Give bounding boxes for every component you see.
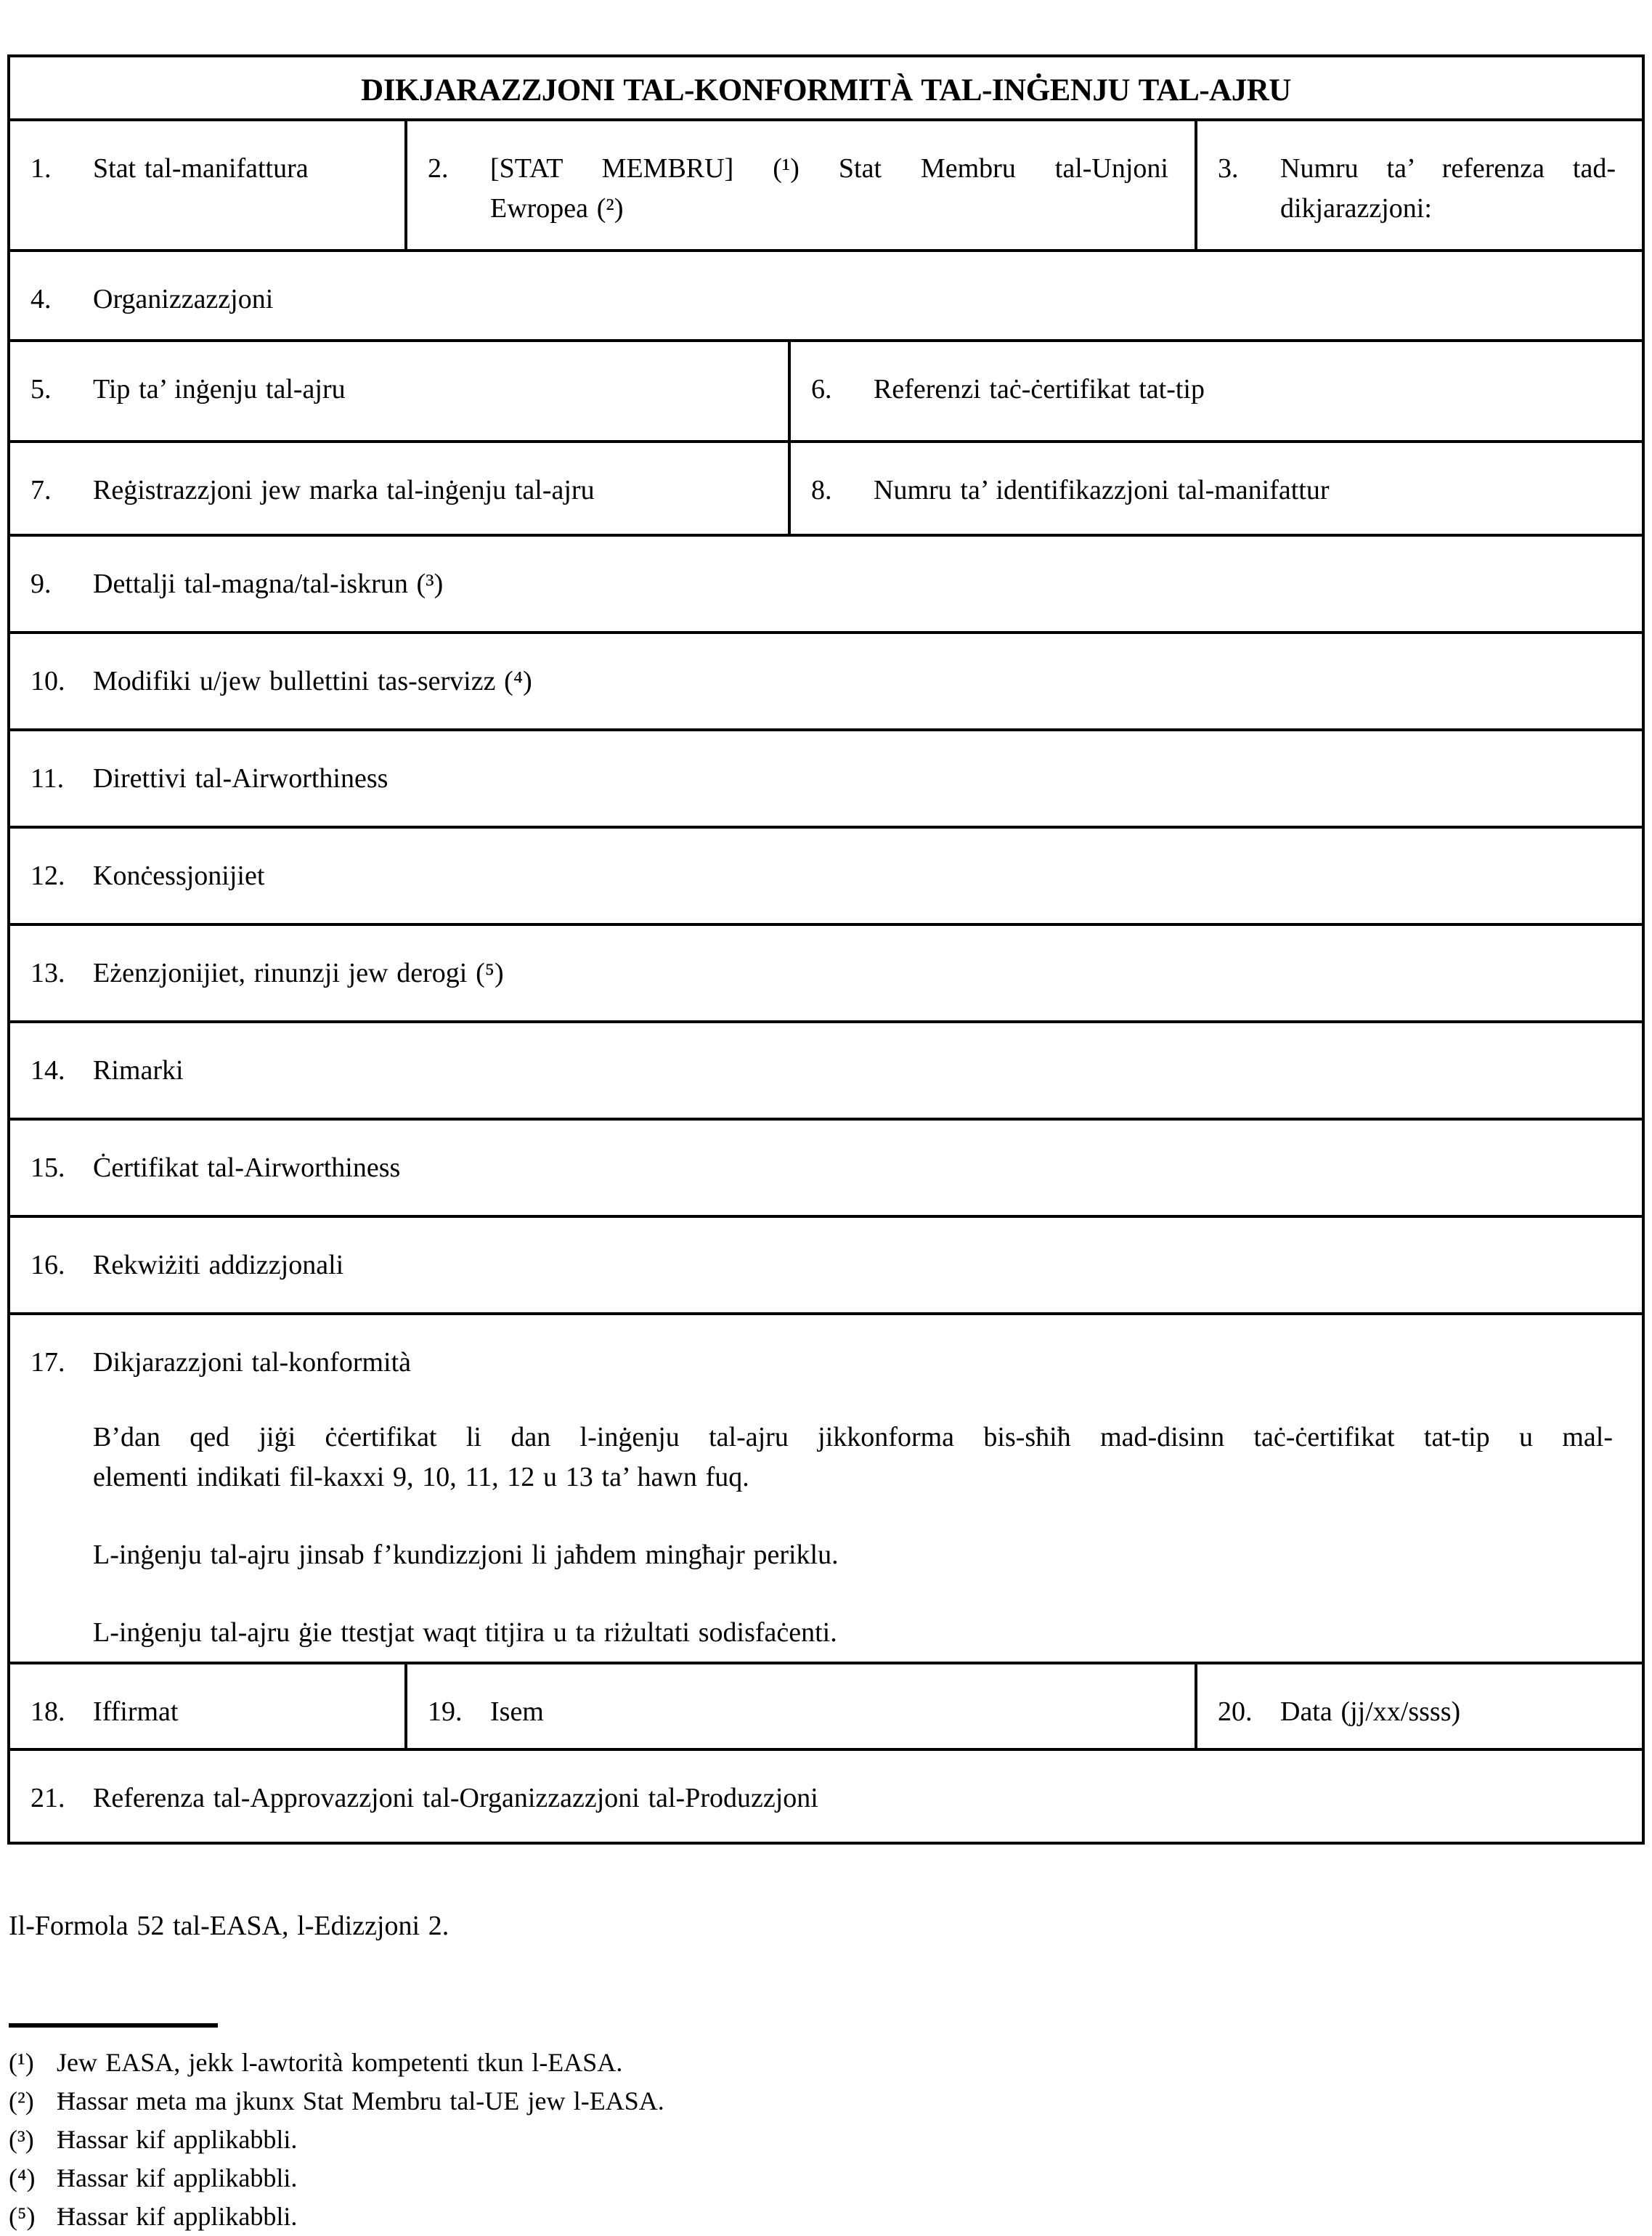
box-2-line-2: Ewropea (²) bbox=[490, 193, 624, 224]
box-20-date bbox=[1195, 1664, 1642, 1748]
box-4-organisation bbox=[10, 252, 1642, 339]
box-number: 13. bbox=[30, 958, 65, 988]
box-2-member-state bbox=[404, 121, 1195, 249]
box-21-production-organisation-approval-reference bbox=[10, 1751, 1642, 1842]
box-label: Organizzazzjoni bbox=[93, 284, 274, 314]
footnote-marker: (³) bbox=[9, 2124, 34, 2154]
row-box-15 bbox=[10, 1118, 1642, 1215]
box-number: 1. bbox=[30, 153, 52, 184]
footnote-1 bbox=[9, 2044, 1645, 2082]
box-label: Ċertifikat tal-Airworthiness bbox=[93, 1152, 401, 1183]
box-2-line-1: [STAT MEMBRU] (¹) Stat Membru tal-Unjoni bbox=[490, 153, 1168, 184]
box-number: 6. bbox=[811, 374, 832, 404]
row-box-4 bbox=[10, 249, 1642, 339]
box-5-aircraft-type bbox=[10, 342, 788, 440]
title-row bbox=[10, 57, 1642, 118]
box-label: Data (jj/xx/ssss) bbox=[1280, 1696, 1461, 1728]
box-8-manufacturer-id-number bbox=[788, 443, 1642, 534]
box-number: 4. bbox=[30, 284, 52, 314]
box-label: Referenza tal-Approvazzjoni tal-Organizzazzjoni tal-Produzzjoni bbox=[93, 1783, 818, 1814]
box-19-name bbox=[404, 1664, 1195, 1748]
row-box-17 bbox=[10, 1312, 1642, 1662]
box-number: 19. bbox=[428, 1696, 463, 1728]
box-label: Direttivi tal-Airworthiness bbox=[93, 763, 388, 794]
box-12-concessions bbox=[10, 829, 1642, 923]
row-boxes-7-8 bbox=[10, 440, 1642, 534]
box-3-line-1: Numru ta’ referenza tad- bbox=[1280, 153, 1616, 184]
row-box-12 bbox=[10, 826, 1642, 923]
row-box-11 bbox=[10, 728, 1642, 826]
box-number: 7. bbox=[30, 475, 52, 505]
box-number: 18. bbox=[30, 1696, 65, 1728]
box-16-additional-requirements bbox=[10, 1218, 1642, 1312]
box-label: Dettalji tal-magna/tal-iskrun (³) bbox=[93, 569, 444, 599]
box-13-exemptions-waivers-derogations bbox=[10, 926, 1642, 1020]
footnote-3 bbox=[9, 2121, 1645, 2159]
form-reference: Il-Formola 52 tal-EASA, l-Edizzjoni 2. bbox=[9, 1911, 449, 1942]
box-number: 10. bbox=[30, 666, 65, 696]
box-15-certificate-of-airworthiness bbox=[10, 1121, 1642, 1215]
box-number: 20. bbox=[1218, 1696, 1253, 1728]
box-label: Konċessjonijiet bbox=[93, 861, 265, 891]
row-boxes-5-6 bbox=[10, 339, 1642, 440]
box-number: 14. bbox=[30, 1055, 65, 1086]
footnote-text: Ħassar kif applikabbli. bbox=[57, 2163, 298, 2192]
footnotes-list bbox=[9, 2044, 1645, 2236]
box-3-line-2: dikjarazzjoni: bbox=[1280, 193, 1432, 224]
box-number: 17. bbox=[30, 1347, 65, 1378]
declaration-paragraph-1 bbox=[93, 1418, 1613, 1497]
box-label bbox=[490, 149, 1168, 229]
paragraph-1-line-2: elementi indikati fil-kaxxi 9, 10, 11, 12 u 13 ta’ hawn fuq. bbox=[93, 1462, 749, 1493]
box-14-remarks bbox=[10, 1023, 1642, 1118]
box-label: Tip ta’ inġenju tal-ajru bbox=[93, 374, 346, 404]
footnote-marker: (⁵) bbox=[9, 2201, 36, 2231]
declaration-paragraph-2: L-inġenju tal-ajru jinsab f’kundizzjoni li jaħdem mingħajr periklu. bbox=[93, 1540, 839, 1571]
row-boxes-18-20 bbox=[10, 1662, 1642, 1748]
form-title: DIKJARAZZJONI TAL-KONFORMITÀ TAL-INĠENJU TAL-AJRU bbox=[361, 73, 1291, 107]
box-label: Referenzi taċ-ċertifikat tat-tip bbox=[874, 374, 1205, 404]
conformity-form-table bbox=[7, 54, 1645, 1845]
footnote-marker: (⁴) bbox=[9, 2163, 36, 2192]
box-label: Stat tal-manifattura bbox=[93, 153, 309, 184]
row-box-9 bbox=[10, 534, 1642, 631]
box-11-airworthiness-directives bbox=[10, 731, 1642, 826]
box-label: Rekwiżiti addizzjonali bbox=[93, 1250, 344, 1280]
box-number: 3. bbox=[1218, 153, 1239, 184]
box-label: Modifiki u/jew bullettini tas-servizz (⁴) bbox=[93, 666, 532, 696]
footnote-text: Jew EASA, jekk l-awtorità kompetenti tkun l-EASA. bbox=[57, 2047, 623, 2077]
footnote-marker: (²) bbox=[9, 2086, 34, 2115]
paragraph-1-line-1: B’dan qed jiġi ċċertifikat li dan l-inġenju tal-ajru jikkonforma bis-sħiħ mad-disinn taċ-ċertifikat tat-tip u mal- bbox=[93, 1422, 1613, 1453]
row-box-13 bbox=[10, 923, 1642, 1020]
box-label bbox=[1280, 149, 1616, 229]
footnote-text: Ħassar meta ma jkunx Stat Membru tal-UE jew l-EASA. bbox=[57, 2086, 664, 2115]
box-label: Eżenzjonijiet, rinunzji jew derogi (⁵) bbox=[93, 958, 504, 988]
box-number: 8. bbox=[811, 475, 832, 505]
box-number: 11. bbox=[30, 763, 65, 794]
box-label: Rimarki bbox=[93, 1055, 184, 1086]
footnote-separator bbox=[9, 2023, 218, 2028]
row-box-14 bbox=[10, 1020, 1642, 1118]
box-label: Reġistrazzjoni jew marka tal-inġenju tal-ajru bbox=[93, 475, 595, 505]
row-boxes-1-3 bbox=[10, 118, 1642, 249]
footnote-text: Ħassar kif applikabbli. bbox=[57, 2124, 298, 2154]
box-number: 21. bbox=[30, 1783, 65, 1814]
box-6-type-certificate-references bbox=[788, 342, 1642, 440]
box-9-engine-propeller-details bbox=[10, 537, 1642, 631]
box-label: Isem bbox=[490, 1696, 544, 1728]
box-18-signed bbox=[10, 1664, 404, 1748]
row-box-10 bbox=[10, 631, 1642, 728]
footnote-5 bbox=[9, 2198, 1645, 2236]
row-box-16 bbox=[10, 1215, 1642, 1312]
footnote-marker: (¹) bbox=[9, 2047, 34, 2077]
box-10-modifications-service-bulletins bbox=[10, 634, 1642, 728]
box-3-declaration-reference-number bbox=[1195, 121, 1642, 249]
footnote-text: Ħassar kif applikabbli. bbox=[57, 2201, 298, 2231]
box-label: Dikjarazzjoni tal-konformità bbox=[93, 1347, 412, 1378]
footnote-4 bbox=[9, 2159, 1645, 2198]
box-number: 2. bbox=[428, 153, 449, 184]
row-box-21 bbox=[10, 1748, 1642, 1842]
box-label: Iffirmat bbox=[93, 1696, 179, 1728]
box-17-statement-of-conformity bbox=[10, 1315, 1642, 1662]
box-number: 16. bbox=[30, 1250, 65, 1280]
box-number: 15. bbox=[30, 1152, 65, 1183]
box-7-aircraft-registration bbox=[10, 443, 788, 534]
box-1-state-of-manufacture bbox=[10, 121, 404, 249]
footnote-2 bbox=[9, 2082, 1645, 2121]
box-number: 5. bbox=[30, 374, 52, 404]
declaration-paragraph-3: L-inġenju tal-ajru ġie ttestjat waqt titjira u ta riżultati sodisfaċenti. bbox=[93, 1617, 837, 1648]
box-number: 9. bbox=[30, 569, 52, 599]
box-label: Numru ta’ identifikazzjoni tal-manifattur bbox=[874, 475, 1330, 505]
box-number: 12. bbox=[30, 861, 65, 891]
